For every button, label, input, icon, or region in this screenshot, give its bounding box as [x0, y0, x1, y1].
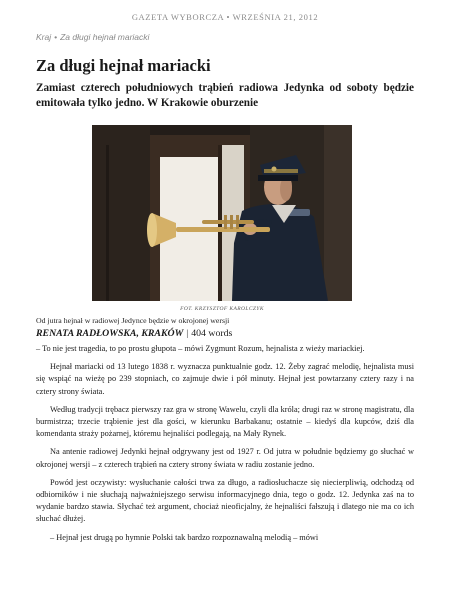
article-body: [36, 343, 414, 544]
paragraph: Powód jest oczywisty: wysłuchanie całości trwa za długo, a radiosłuchacze się niecierpliwią, odchodzą od odbiorników i nie słuchają najważniejszego serwisu informacyjnego dnia, tego o godz. 12. Jedynka zaś na to wydanie bardzo stawia. Słychać też argument, chociaż nieoficjalny, że hejnaliści fałszują i dlatego nie ma co ich słuchać dłużej.: [36, 477, 414, 524]
byline-separator: |: [186, 328, 189, 339]
paragraph: – Hejnał jest drugą po hymnie Polski tak bardzo rozpoznawalną melodią – mówi: [50, 532, 319, 542]
breadcrumb-section-link[interactable]: Kraj: [36, 32, 52, 42]
article-title: Za długi hejnał mariacki: [36, 56, 211, 75]
paragraph: – To nie jest tragedia, to po prostu głupota – mówi Zygmunt Rozum, hejnalista z wieży mariackiej.: [36, 344, 365, 353]
breadcrumb-separator: •: [54, 32, 58, 42]
photo-caption: Od jutra hejnał w radiowej Jedynce będzie w okrojonej wersji: [36, 316, 230, 325]
paragraph: Na antenie radiowej Jedynki hejnał odgrywany jest od 1927 r. Od jutra w południe będziemy go słuchać w okrojonej wersji – z czterech trąbień na cztery strony świata w radiu zostanie jedno.: [36, 447, 414, 469]
trumpeter-illustration: [92, 125, 352, 301]
byline-author: RENATA RADŁOWSKA, KRAKÓW: [36, 328, 184, 339]
breadcrumb-current: Za długi hejnał mariacki: [60, 32, 150, 42]
photo-credit: FOT. KRZYSZTOF KAROLCZYK: [180, 306, 264, 312]
byline: [36, 328, 414, 339]
word-count: 404 words: [191, 328, 233, 339]
paragraph: Hejnał mariacki od 13 lutego 1838 r. wyznacza punktualnie godz. 12. Żeby zagrać melodię, hejnalista musi się wspiąć na wieżę po 239 stopniach, co zajmuje dwie i pół minuty. Hejnał jest powtarzany cztery razy i na cztery strony świata.: [36, 362, 414, 396]
article-lead: Zamiast czterech południowych trąbień radiowa Jedynka od soboty będzie emitowała tylko jedno. W Krakowie oburzenie: [36, 82, 414, 109]
paragraph: Według tradycji trębacz pierwszy raz gra w stronę Wawelu, czyli dla króla; drugi raz w stronę magistratu, dla burmistrza; trzecie trąbienie jest dla gości, w kierunku Barbakanu; ostatnie – kiedyś dla kupców, dziś dla komendanta straży pożarnej, któremu hejnaliści podlegają, na Mały Rynek.: [36, 404, 414, 439]
article-photo: [92, 125, 352, 301]
masthead: GAZETA WYBORCZA • WRZEŚNIA 21, 2012: [131, 12, 319, 22]
breadcrumb: [36, 32, 414, 42]
